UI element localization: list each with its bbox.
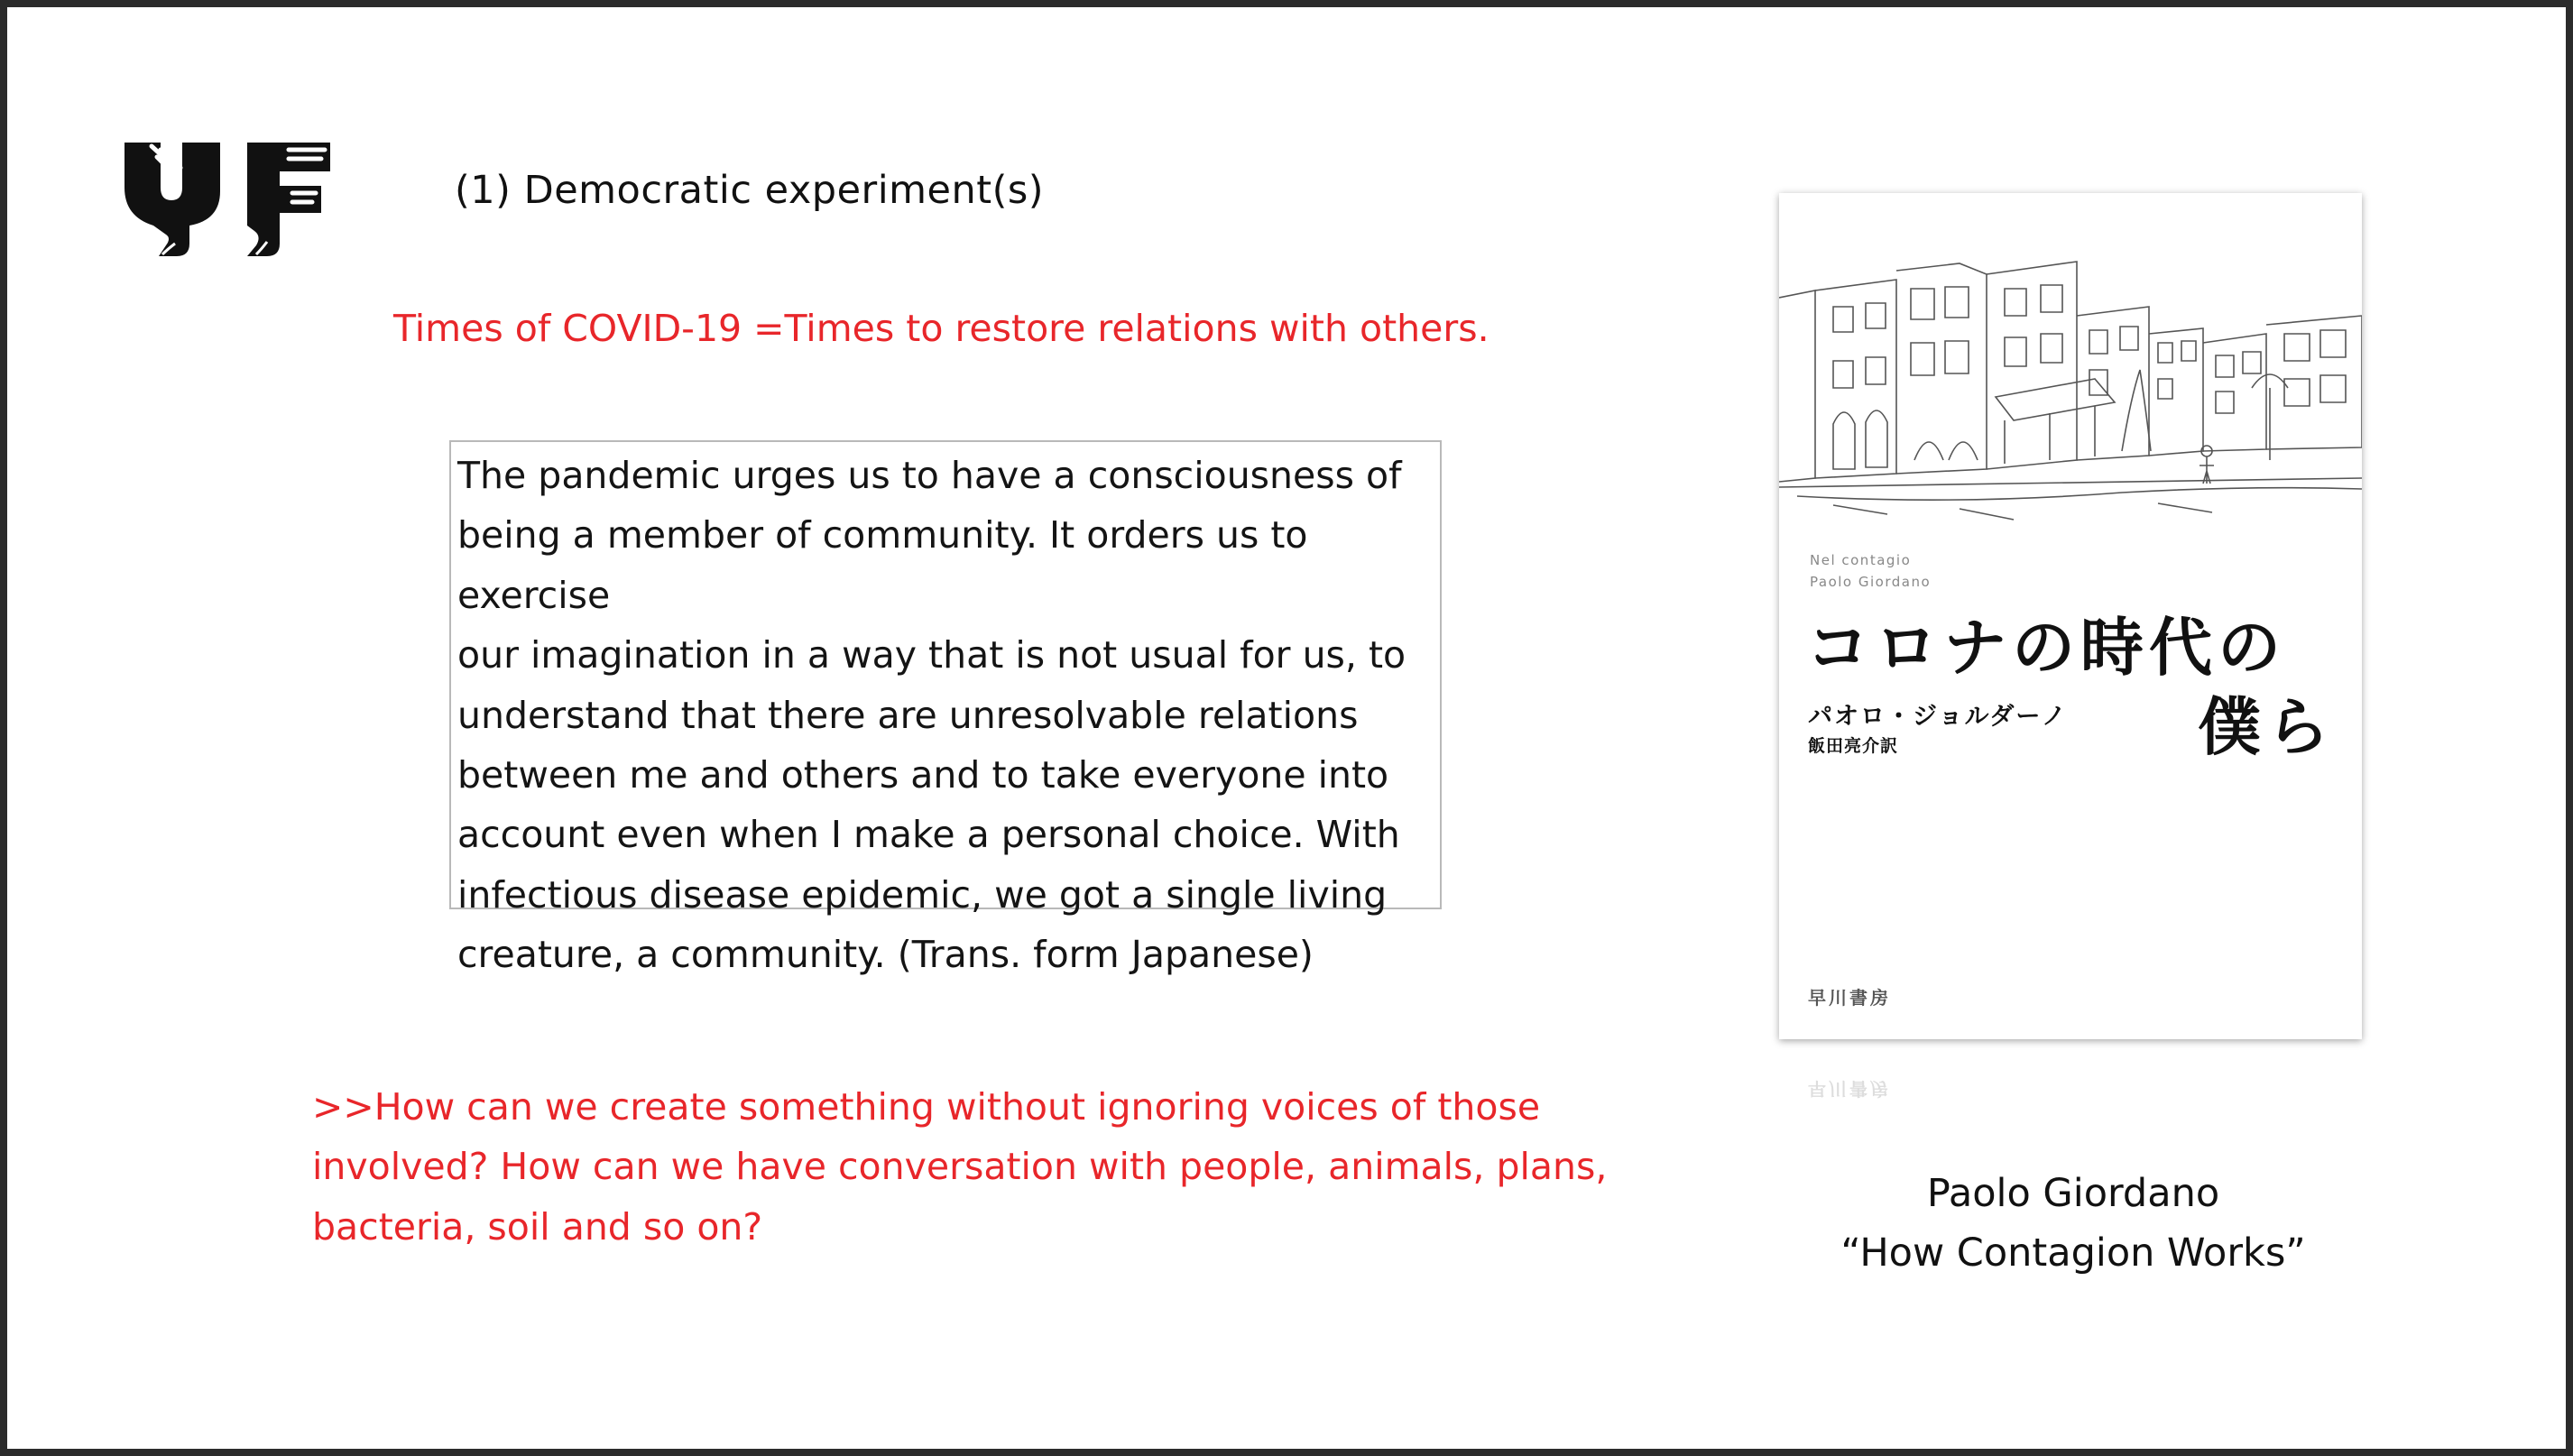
yf-logo-icon <box>121 137 334 260</box>
caption-title: “How Contagion Works” <box>1840 1230 2306 1276</box>
book-title-line1: コロナの時代の <box>1806 611 2286 685</box>
book-title-line2: 僕ら <box>2198 690 2335 764</box>
book-caption <box>1766 1164 2380 1283</box>
slide-subtitle: Times of COVID-19 =Times to restore relations with others. <box>393 307 1489 350</box>
question-text: >>How can we create something without ignoring voices of those involved? How can we have conversation with people, animals, plans, bacteria, soil and so on? <box>312 1085 1608 1249</box>
book-latin-title: Nel contagio <box>1810 552 1912 568</box>
book-latin-author: Paolo Giordano <box>1810 574 1932 590</box>
book-cover-illustration <box>1779 244 2362 541</box>
slide <box>7 7 2566 1449</box>
slide-heading: (1) Democratic experiment(s) <box>455 168 1045 213</box>
book-publisher-reflection: 早川書房 <box>1808 1078 1891 1100</box>
book-translator: 飯田亮介訳 <box>1808 736 1899 756</box>
book-publisher: 早川書房 <box>1808 987 1891 1009</box>
book-author-japanese: パオロ・ジョルダーノ <box>1808 703 2068 731</box>
quote-text: The pandemic urges us to have a consciousness of being a member of community. It orders us to exercise our imagination in a way that is not usual for us, to understand that there are unresolvable relations between me and others and to take everyone into account even when I make a personal choice. With infectious disease epidemic, we got a single living creature, a community. (Trans. form Japanese) <box>457 454 1406 977</box>
quote-box <box>449 440 1442 977</box>
caption-author: Paolo Giordano <box>1926 1171 2220 1216</box>
book-cover <box>1779 193 2362 1039</box>
